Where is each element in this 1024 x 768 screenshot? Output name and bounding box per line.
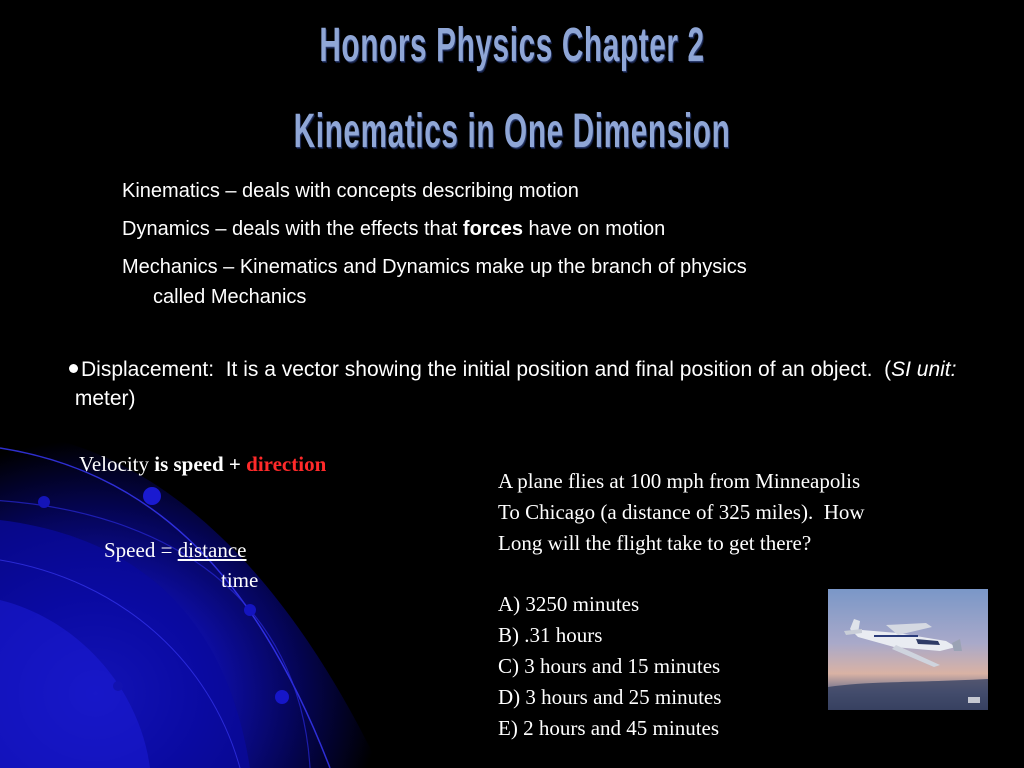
bullet-mechanics [122, 252, 942, 312]
answer-choice: C) 3 hours and 15 minutes [498, 654, 721, 678]
airplane-photo [828, 589, 988, 710]
bullet-dot-icon [69, 364, 78, 373]
decorative-dot [244, 604, 256, 616]
speed-numerator: distance [177, 538, 247, 562]
bullet-dynamics [122, 214, 665, 244]
bullet-text: – Kinematics and Dynamics make up the branch of physics [217, 256, 747, 278]
bullet-term: Kinematics [122, 180, 220, 202]
bullet-text: – deals with concepts describing motion [219, 180, 579, 202]
speed-denominator: time [221, 568, 259, 592]
question-line: A plane flies at 100 mph from Minneapolis [498, 469, 861, 493]
answer-choice: E) 2 hours and 45 minutes [498, 716, 720, 740]
question-text [498, 466, 1008, 559]
question-line: To Chicago (a distance of 325 miles). How [498, 500, 865, 524]
speed-lhs: Speed = [104, 538, 178, 562]
slide-title-line-1: Honors Physics Chapter 2 [319, 19, 705, 72]
decorative-dot [143, 487, 161, 505]
bullet-text-pre: – deals with the effects that [209, 218, 463, 240]
velocity-direction: direction [246, 452, 327, 476]
speed-formula [104, 535, 246, 566]
decorative-dot [275, 690, 289, 704]
displacement-lead: Displacement: It is a vector showing the initial position and final position of an object. ( [81, 358, 892, 381]
displacement-tail: meter) [69, 387, 136, 410]
bullet-text-post: have on motion [522, 218, 666, 240]
velocity-bold: is speed + [154, 452, 247, 476]
bullet-term: Mechanics [122, 256, 218, 278]
answer-choice: D) 3 hours and 25 minutes [498, 685, 722, 709]
velocity-statement [79, 449, 326, 480]
velocity-word: Velocity [79, 452, 155, 476]
slide-title-line-2: Kinematics in One Dimension [293, 105, 731, 158]
bullet-continuation: called Mechanics [153, 286, 307, 308]
decorative-dot [38, 496, 50, 508]
question-line: Long will the flight take to get there? [498, 531, 812, 555]
bullet-bold-word: forces [462, 218, 523, 240]
answer-choice: A) 3250 minutes [498, 592, 640, 616]
airplane-icon [828, 589, 988, 710]
bullet-term: Dynamics [122, 218, 210, 240]
displacement-definition [69, 355, 999, 413]
decorative-dot [113, 681, 123, 691]
answer-choices [498, 589, 721, 744]
displacement-italic: SI unit: [891, 358, 957, 381]
answer-choice: B) .31 hours [498, 623, 603, 647]
bullet-kinematics [122, 176, 579, 206]
